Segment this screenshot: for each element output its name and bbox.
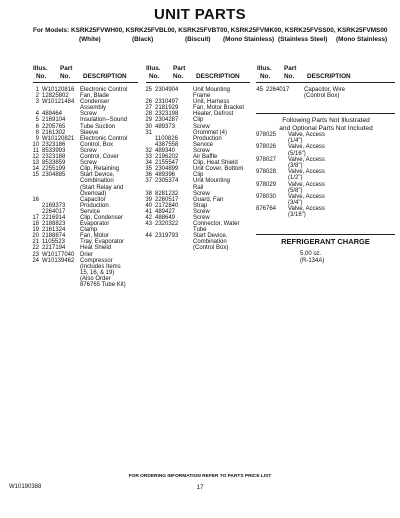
model-list: For Models: KSRK25FVWH00, KSRK25FVBL00, KSRK25FVBT00, KSRK25FVMK00, KSRK25FVSS00, KSRK25FVMS00: [33, 27, 388, 34]
illus-number: 34: [145, 160, 152, 167]
part-description: Tube: [193, 227, 207, 234]
part-number: 2320322: [155, 221, 179, 228]
part-description: (3/8"): [288, 162, 303, 169]
part-number: 2205765: [42, 123, 66, 130]
part-description: Insulation--Sound: [80, 117, 128, 124]
illus-number: 35: [145, 166, 152, 173]
part-number: 8533993: [42, 147, 66, 154]
illus-number: 43: [145, 221, 152, 228]
illus-number: 31: [145, 129, 152, 136]
part-description: Valve, Access: [288, 181, 325, 188]
color-label: (Biscuit): [185, 36, 211, 43]
part-description: (5/8"): [288, 187, 303, 194]
part-description: Screw: [193, 147, 210, 154]
header-illus: Illus.: [146, 65, 161, 72]
illus-number: 9: [35, 135, 39, 142]
part-number: 876764: [256, 206, 277, 213]
part-number: 2169104: [42, 117, 66, 124]
part-number: 12825802: [42, 93, 69, 100]
illus-number: 11: [32, 147, 39, 154]
part-number: 2255199: [42, 166, 66, 173]
part-number: 2304904: [155, 87, 179, 93]
part-description: Valve, Access: [288, 193, 325, 200]
illus-number: 45: [256, 87, 263, 93]
header-part: Part: [173, 65, 186, 72]
part-description: Clip, Heat Shield: [193, 160, 238, 167]
part-number: 488649: [155, 214, 176, 221]
part-number: 2181929: [155, 105, 179, 112]
part-number: 489396: [155, 172, 176, 179]
header-no: No.: [149, 73, 160, 80]
part-description: Condenser: [80, 99, 110, 106]
part-number: 2216914: [42, 214, 66, 221]
illus-number: 2: [35, 93, 39, 100]
part-description: Production: [193, 135, 222, 142]
part-description: Connector, Water: [193, 221, 240, 228]
part-description: Clip: [193, 172, 204, 179]
part-number: 1100826: [155, 135, 178, 142]
illus-number: 16: [32, 196, 39, 203]
part-number: 2304885: [42, 172, 66, 179]
part-description: Combination: [80, 178, 114, 185]
refrigerant-title: REFRIGERANT CHARGE: [281, 237, 370, 246]
part-number: 2188874: [42, 233, 66, 240]
illus-number: 20: [32, 233, 39, 240]
part-description: Unit, Harness: [193, 99, 230, 106]
part-description: Production: [80, 202, 109, 209]
part-description: Heater, Defrost: [193, 111, 234, 118]
part-description: (Includes Items: [80, 263, 121, 270]
header-no: No.: [260, 73, 271, 80]
part-number: 2172840: [155, 202, 179, 209]
illus-number: 26: [145, 99, 152, 106]
part-description: Valve, Access: [288, 132, 325, 138]
ordering-info: FOR ORDERING INFORMATION REFER TO PARTS PRICE LIST: [128, 474, 272, 479]
part-description: Fan, Motor Bracket: [193, 105, 245, 112]
header-no: No.: [284, 73, 295, 80]
illus-number: 22: [32, 245, 39, 252]
illus-number: 14: [32, 166, 39, 173]
part-description: Capacitor: [80, 196, 106, 203]
page-number: 17: [196, 484, 204, 491]
part-number: 2323186: [42, 141, 66, 148]
part-number: 2305374: [155, 178, 179, 185]
part-description: (Control Box): [304, 93, 340, 100]
part-description: Screw: [193, 214, 210, 221]
refrigerant-type: (R-134A): [300, 258, 325, 264]
part-description: Compressor: [80, 257, 113, 264]
header-rule: [33, 82, 138, 83]
part-number: 2196202: [155, 154, 179, 161]
header-illus: Illus.: [33, 65, 48, 72]
part-number: 2323198: [155, 111, 179, 118]
part-description: (3/4"): [288, 200, 303, 207]
part-number: 8533859: [42, 160, 66, 167]
header-part: Part: [60, 65, 73, 72]
note-line: and Optional Parts Not Included: [279, 125, 373, 132]
part-description: Evaporator: [80, 221, 110, 228]
part-description: Tube Suction: [80, 123, 116, 130]
part-description: Combination: [193, 239, 227, 246]
part-number: 978027: [256, 156, 277, 163]
illus-number: 29: [145, 117, 152, 124]
color-label: (Mono Stainless): [336, 36, 388, 43]
part-description: Guard, Fan: [193, 196, 224, 203]
color-label: (Black): [132, 36, 154, 43]
part-description: Clip, Retaining: [80, 166, 120, 173]
part-description: Clip, Condenser: [80, 214, 124, 221]
part-description: Electronic Control: [80, 135, 128, 142]
part-description: Capacitor, Wire: [304, 87, 346, 93]
part-description: Screw: [193, 123, 210, 130]
header-no: No.: [60, 73, 71, 80]
part-description: Rail: [193, 184, 204, 191]
part-description: (1/2"): [288, 175, 303, 182]
part-number: W10120816: [42, 87, 75, 93]
part-number: 2169373: [42, 202, 66, 209]
part-number: 2264017: [42, 208, 66, 215]
part-description: (5/16"): [288, 150, 306, 157]
part-description: Control, Box: [80, 141, 114, 148]
part-number: 978030: [256, 193, 277, 200]
part-description: Start Device,: [80, 172, 115, 179]
part-description: Grommet (4): [193, 129, 228, 136]
part-description: Strap: [193, 202, 208, 209]
note-rule: [256, 113, 395, 114]
part-description: (Start Relay and: [80, 184, 124, 191]
part-number: 2188823: [42, 221, 66, 228]
header-part: Part: [284, 65, 297, 72]
part-number: 2304287: [155, 117, 179, 124]
illus-number: 17: [32, 214, 39, 221]
refrigerant-charge: [300, 251, 324, 265]
part-number: 8281232: [155, 190, 179, 197]
part-description: Screw: [80, 147, 97, 154]
illus-number: 18: [32, 221, 39, 228]
illus-number: 27: [145, 105, 152, 112]
part-description: Start Device,: [193, 233, 228, 240]
illus-number: 28: [145, 111, 152, 118]
part-number: 2260517: [155, 196, 179, 203]
refrigerant-rule: [256, 234, 395, 235]
part-number: 2264017: [266, 87, 290, 93]
part-description: (1/4"): [288, 138, 303, 145]
color-label: (White): [79, 36, 101, 43]
part-description: Frame: [193, 93, 211, 100]
part-number: 4387558: [155, 141, 179, 148]
illus-number: 21: [32, 239, 39, 246]
part-number: 2319793: [155, 233, 179, 240]
part-description: Valve, Access: [288, 169, 325, 176]
part-number: 1105523: [42, 239, 65, 246]
part-number: 2161324: [42, 227, 66, 234]
illus-number: 25: [145, 87, 152, 93]
header-description: DESCRIPTION: [196, 73, 240, 80]
part-description: Service: [193, 141, 214, 148]
illus-number: 41: [145, 208, 152, 215]
illus-number: 12: [32, 154, 39, 161]
part-description: Unit Mounting: [193, 178, 231, 185]
illus-number: 30: [145, 123, 152, 130]
part-description: Unit Cover, Bottom: [193, 166, 244, 173]
part-description: 876765 Tube Kit): [80, 282, 126, 288]
part-description: Tray, Evaporator: [80, 239, 125, 246]
part-description: Screw: [193, 190, 210, 197]
illus-number: 1: [35, 87, 39, 93]
header-rule: [146, 82, 250, 83]
part-description: Overload): [80, 190, 107, 197]
part-number: 978029: [256, 181, 277, 188]
part-description: Service: [80, 208, 101, 215]
part-number: W10139462: [42, 257, 75, 264]
illus-number: 13: [32, 160, 39, 167]
illus-number: 19: [32, 227, 39, 234]
part-description: Valve, Access: [288, 144, 325, 151]
illus-number: 10: [32, 141, 39, 148]
part-number: 2323188: [42, 154, 66, 161]
illus-number: 33: [145, 154, 152, 161]
header-illus: Illus.: [257, 65, 272, 72]
part-description: (Also Order: [80, 275, 111, 282]
part-number: W10177040: [42, 251, 75, 258]
illus-number: 4: [35, 111, 39, 118]
illus-number: 5: [35, 117, 39, 124]
not-illustrated-note: [256, 117, 396, 133]
illus-number: 24: [32, 257, 39, 264]
part-description: Screw: [193, 208, 210, 215]
part-number: 2310497: [155, 99, 179, 106]
illus-number: 36: [145, 172, 152, 179]
header-no: No.: [173, 73, 184, 80]
illus-number: 32: [145, 147, 152, 154]
illus-number: 6: [35, 123, 39, 130]
part-number: 978028: [256, 169, 277, 176]
part-description: Clip: [193, 117, 204, 124]
part-description: Screw: [80, 160, 97, 167]
part-description: Unit Mounting: [193, 87, 231, 93]
header-description: DESCRIPTION: [307, 73, 351, 80]
illus-number: 8: [35, 129, 39, 136]
header-description: DESCRIPTION: [83, 73, 127, 80]
page-title: UNIT PARTS: [154, 6, 246, 23]
part-description: Electronic Control: [80, 87, 128, 93]
illus-number: 39: [145, 196, 152, 203]
part-description: Fan, Blade: [80, 93, 110, 100]
part-description: Air Baffle: [193, 154, 218, 161]
part-description: Screw: [80, 111, 97, 118]
part-description: 15, 16, & 19): [80, 269, 115, 276]
part-number: 2304899: [155, 166, 179, 173]
part-number: W10120821: [42, 135, 75, 142]
illus-number: 37: [145, 178, 152, 185]
illus-number: 23: [32, 251, 39, 258]
refrigerant-amount: 5.00 oz.: [300, 251, 322, 257]
illus-number: 40: [145, 202, 152, 209]
part-number: 489340: [155, 147, 176, 154]
part-number: 489464: [42, 111, 63, 118]
part-description: Heat Shield: [80, 245, 112, 252]
part-description: (Control Box): [193, 245, 229, 252]
part-description: Control, Cover: [80, 154, 119, 161]
illus-number: 15: [32, 172, 39, 179]
color-label: (Stainless Steel): [278, 36, 328, 43]
illus-number: 44: [145, 233, 152, 240]
part-description: Fan, Motor: [80, 233, 110, 240]
illus-number: 38: [145, 190, 152, 197]
part-number: 489373: [155, 123, 176, 130]
part-description: Valve, Access: [288, 206, 325, 213]
part-description: Assembly: [80, 105, 107, 112]
illus-number: 42: [145, 214, 152, 221]
part-number: W10121484: [42, 99, 75, 106]
part-description: (3/16"): [288, 212, 306, 219]
part-description: Sleeve: [80, 129, 99, 136]
part-description: Valve, Access: [288, 156, 325, 163]
part-description: Drier: [80, 251, 93, 258]
header-no: No.: [36, 73, 47, 80]
part-number: 2217194: [42, 245, 66, 252]
part-number: 978025: [256, 132, 277, 138]
part-number: 2155547: [155, 160, 179, 167]
part-number: 978026: [256, 144, 277, 151]
header-rule: [256, 82, 395, 83]
part-number: 489427: [155, 208, 176, 215]
color-label: (Mono Stainless): [223, 36, 275, 43]
part-number: 2161302: [42, 129, 66, 136]
part-description: Clamp: [80, 227, 98, 234]
note-line: Following Parts Not Illustrated: [282, 117, 370, 124]
illus-number: 3: [35, 99, 39, 106]
document-number: W10190388: [9, 484, 42, 490]
